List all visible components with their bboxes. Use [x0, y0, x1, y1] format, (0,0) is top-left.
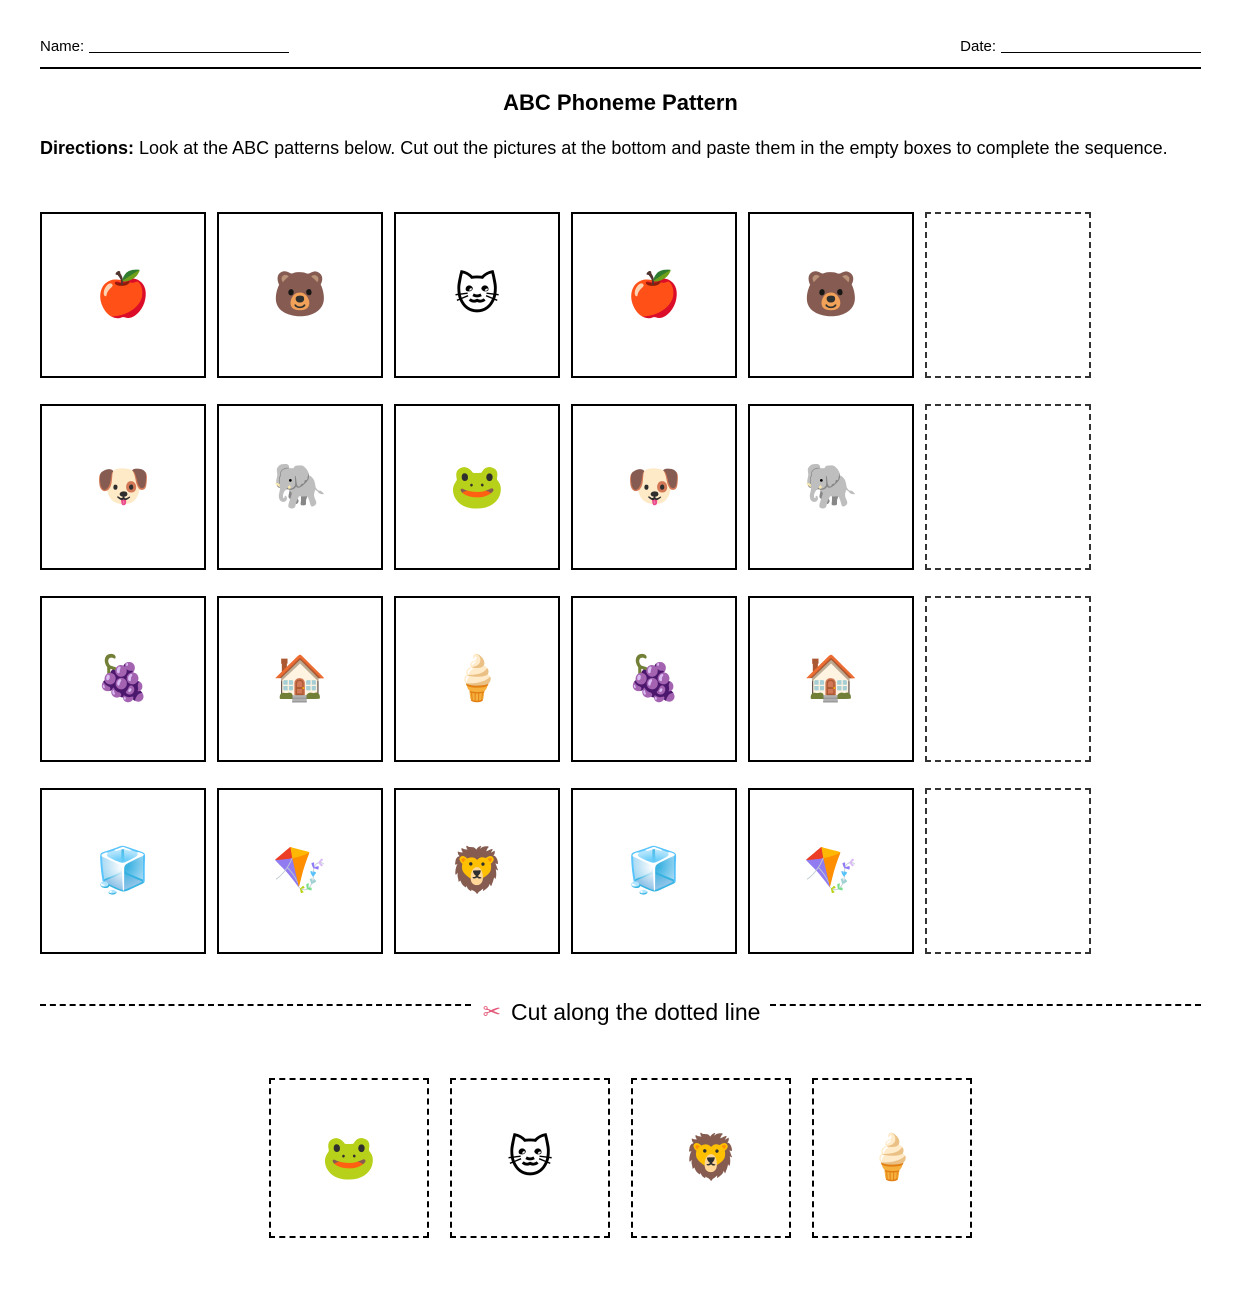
dog-icon: 🐶 [626, 461, 682, 512]
house-icon: 🏠 [272, 653, 328, 704]
empty-answer-box[interactable] [925, 788, 1091, 954]
pattern-row [40, 788, 1091, 954]
frog-icon: 🐸 [449, 461, 505, 512]
cut-label [471, 999, 771, 1026]
date-label: Date: [960, 38, 996, 55]
directions-label: Directions: [40, 138, 135, 158]
ice-cream-icon: 🍦 [449, 653, 505, 704]
pattern-cell [571, 212, 737, 378]
header-divider [40, 67, 1201, 69]
grapes-icon: 🍇 [626, 653, 682, 704]
cut-label-text: Cut along the dotted line [511, 998, 761, 1025]
frog-icon: 🐸 [321, 1132, 377, 1183]
name-field [40, 38, 289, 56]
pattern-cell [40, 788, 206, 954]
ice-cube-icon: 🧊 [95, 845, 151, 896]
kite-icon: 🪁 [803, 845, 859, 896]
cutout-pieces [269, 1078, 972, 1238]
empty-answer-box[interactable] [925, 404, 1091, 570]
apple-icon: 🍎 [95, 269, 151, 320]
pattern-cell [40, 212, 206, 378]
grapes-icon: 🍇 [95, 653, 151, 704]
pattern-grid [40, 212, 1091, 980]
pattern-cell [217, 212, 383, 378]
pattern-cell [748, 788, 914, 954]
pattern-cell [394, 404, 560, 570]
pattern-cell [394, 212, 560, 378]
page-title: ABC Phoneme Pattern [503, 90, 738, 115]
pattern-cell [748, 596, 914, 762]
elephant-icon: 🐘 [272, 461, 328, 512]
pattern-cell [748, 404, 914, 570]
cat-icon: 🐱 [507, 1132, 553, 1183]
header-row [40, 38, 1201, 58]
pattern-cell [394, 596, 560, 762]
cutout-piece[interactable] [269, 1078, 429, 1238]
cut-line [40, 994, 1201, 1030]
cutout-piece[interactable] [450, 1078, 610, 1238]
ice-cream-icon: 🍦 [864, 1132, 920, 1183]
apple-icon: 🍎 [626, 269, 682, 320]
lion-icon: 🦁 [449, 845, 505, 896]
house-icon: 🏠 [803, 653, 859, 704]
pattern-row [40, 212, 1091, 378]
scissors-icon: ✂ [482, 999, 502, 1025]
bear-icon: 🐻 [272, 269, 328, 320]
directions-text: Look at the ABC patterns below. Cut out the pictures at the bottom and paste them in the empty boxes to complete the sequence. [134, 138, 1168, 158]
ice-cube-icon: 🧊 [626, 845, 682, 896]
empty-answer-box[interactable] [925, 596, 1091, 762]
name-label: Name: [40, 38, 85, 55]
cat-icon: 🐱 [454, 269, 500, 320]
bear-icon: 🐻 [803, 269, 859, 320]
kite-icon: 🪁 [272, 845, 328, 896]
pattern-cell [217, 404, 383, 570]
date-blank-line[interactable] [1001, 39, 1201, 53]
date-field [960, 38, 1201, 56]
pattern-row [40, 596, 1091, 762]
pattern-cell [40, 404, 206, 570]
cutout-piece[interactable] [812, 1078, 972, 1238]
pattern-cell [571, 788, 737, 954]
cut-line-dashes-right [770, 1004, 1201, 1006]
pattern-row [40, 404, 1091, 570]
pattern-cell [217, 596, 383, 762]
pattern-cell [571, 596, 737, 762]
lion-icon: 🦁 [683, 1132, 739, 1183]
cut-line-dashes-left [40, 1004, 471, 1006]
pattern-cell [40, 596, 206, 762]
empty-answer-box[interactable] [925, 212, 1091, 378]
cutout-piece[interactable] [631, 1078, 791, 1238]
pattern-cell [571, 404, 737, 570]
directions [40, 137, 1201, 159]
pattern-cell [748, 212, 914, 378]
elephant-icon: 🐘 [803, 461, 859, 512]
pattern-cell [217, 788, 383, 954]
name-blank-line[interactable] [89, 39, 289, 53]
dog-icon: 🐶 [95, 461, 151, 512]
pattern-cell [394, 788, 560, 954]
